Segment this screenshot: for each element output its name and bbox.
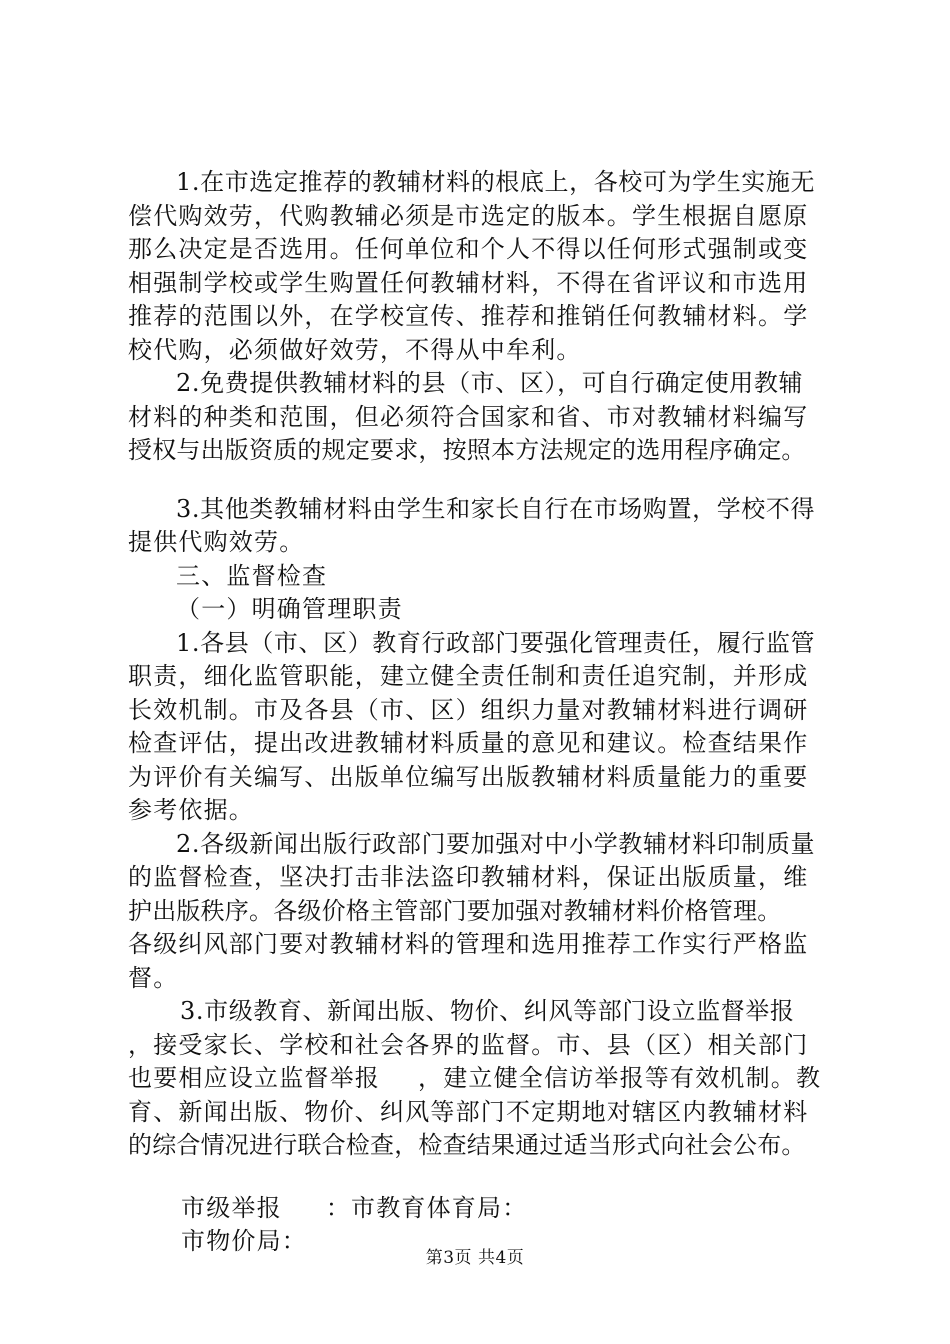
paragraph-line: ，接受家长、学校和社会各界的监督。市、县（区）相关部门: [128, 1030, 809, 1059]
paragraph-line: 授权与出版资质的规定要求，按照本方法规定的选用程序确定。: [128, 436, 806, 464]
page-number: 第3页 共4页: [425, 1248, 525, 1268]
contact-value: ：市教育体育局：: [325, 1193, 528, 1222]
subsection-heading: （一）明确管理职责: [176, 595, 403, 623]
spacer: [128, 1163, 844, 1192]
paragraph-line: 3.其他类教辅材料由学生和家长自行在市场购置，学校不得: [176, 494, 816, 523]
paragraph-line: 为评价有关编写、出版单位编写出版教辅材料质量能力的重要: [128, 762, 809, 791]
paragraph-line: 材料的种类和范围，但必须符合国家和省、市对教辅材料编写: [128, 402, 809, 431]
section-heading: 三、监督检查: [176, 561, 328, 590]
paragraph-line: 长效机制。市及各县（市、区）组织力量对教辅材料进行调研: [128, 695, 809, 724]
paragraph-line: 1.在市选定推荐的教辅材料的根底上，各校可为学生实施无: [176, 168, 816, 196]
paragraph-line: 育、新闻出版、物价、纠风等部门不定期地对辖区内教辅材料: [128, 1097, 809, 1126]
paragraph-line: 职责，细化监管职能，建立健全责任制和责任追究制，并形成: [128, 662, 809, 690]
spacer: [128, 468, 844, 493]
document-body: [128, 166, 844, 1259]
paragraph-line: 1.各县（市、区）教育行政部门要强化管理责任，履行监管: [176, 628, 816, 657]
paragraph-line: 提供代购效劳。: [128, 528, 305, 556]
paragraph-line: 推荐的范围以外，在学校宣传、推荐和推销任何教辅材料。学: [128, 302, 809, 330]
paragraph-line: 偿代购效劳，代购教辅必须是市选定的版本。学生根据自愿原: [128, 201, 809, 230]
paragraph-line: 参考依据。: [128, 796, 254, 824]
paragraph-line: 校代购，必须做好效劳，不得从中牟利。: [128, 335, 582, 364]
paragraph-line: 3.市级教育、新闻出版、物价、纠风等部门设立监督举报: [180, 997, 795, 1025]
paragraph-line: [128, 1062, 844, 1096]
paragraph-line: 的综合情况进行联合检查，检查结果通过适当形式向社会公布。: [128, 1131, 806, 1159]
contact-line: [128, 1192, 844, 1226]
contact-label: 市级举报: [181, 1193, 282, 1222]
paragraph-line: 2.各级新闻出版行政部门要加强对中小学教辅材料印制质量: [176, 829, 816, 858]
paragraph-line: 护出版秩序。各级价格主管部门要加强对教辅材料价格管理。: [128, 896, 782, 925]
paragraph-line: 2.免费提供教辅材料的县（市、区），可自行确定使用教辅: [176, 369, 804, 397]
text-run: 也要相应设立监督举报: [128, 1064, 380, 1092]
paragraph-line: 检查评估，提出改进教辅材料质量的意见和建议。检查结果作: [128, 729, 809, 757]
paragraph-line: 那么决定是否选用。任何单位和个人不得以任何形式强制或变: [128, 235, 809, 263]
text-run: ，建立健全信访举报等有效机制。教: [418, 1064, 822, 1092]
paragraph-line: 督。: [128, 963, 179, 992]
paragraph-line: 各级纠风部门要对教辅材料的管理和选用推荐工作实行严格监: [128, 930, 809, 958]
paragraph-line: 相强制学校或学生购置任何教辅材料，不得在省评议和市选用: [128, 268, 809, 297]
contact-line: 市物价局：: [181, 1227, 307, 1255]
paragraph-line: 的监督检查，坚决打击非法盗印教辅材料，保证出版质量，维: [128, 863, 809, 891]
